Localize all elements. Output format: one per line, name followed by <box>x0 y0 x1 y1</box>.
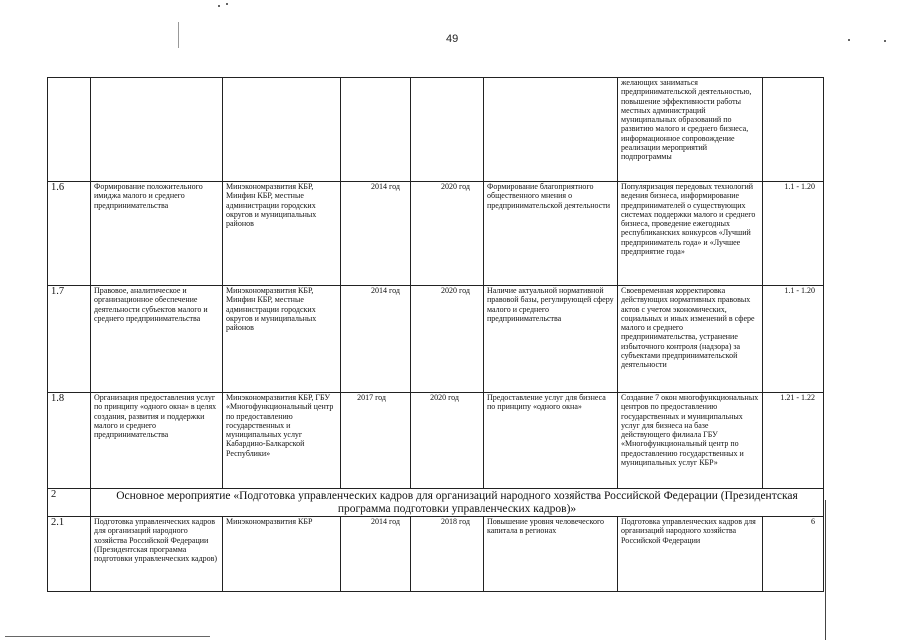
scan-margin-line <box>178 22 179 48</box>
row-number: 1.8 <box>48 393 91 489</box>
indicator-link: 1.1 - 1.20 <box>763 182 824 286</box>
table-row <box>48 78 824 182</box>
indicator-link: 1.1 - 1.20 <box>763 286 824 393</box>
section-title: Основное мероприятие «Подготовка управленческих кадров для организаций народного хозяйства Российской Федерации (Президентская программа подготовки управленческих кадров)» <box>91 489 824 517</box>
row-number: 2.1 <box>48 517 91 592</box>
scan-speck <box>884 40 886 42</box>
executor: Минэкономразвития КБР, Минфин КБР, местные администрации городских округов и муниципальных районов <box>223 182 341 286</box>
row-number <box>48 78 91 182</box>
activity-name <box>91 78 223 182</box>
row-number: 1.6 <box>48 182 91 286</box>
table-row <box>48 182 824 286</box>
executor: Минэкономразвития КБР, ГБУ «Многофункциональный центр по предоставлению государственных и муниципальных услуг Кабардино-Балкарской Республики» <box>223 393 341 489</box>
activity-table <box>47 77 824 592</box>
implementation-text: желающих заниматься предпринимательской деятельностью, повышение эффективности работы местных администраций муниципальных образований по развитию малого и среднего бизнеса, информационное сопровождение реализации мероприятий подпрограммы <box>618 78 763 182</box>
start-year: 2014 год <box>341 517 411 592</box>
end-year: 2020 год <box>411 393 484 489</box>
direct-result <box>484 78 618 182</box>
table-row <box>48 393 824 489</box>
direct-result: Формирование благоприятного общественного мнения о предпринимательской деятельности <box>484 182 618 286</box>
page-number: 49 <box>446 33 459 45</box>
start-year: 2017 год <box>341 393 411 489</box>
implementation-text: Создание 7 окон многофункциональных центров по предоставлению государственных и муниципальных услуг для бизнеса на базе действующего филиала ГБУ «Многофункциональный центр по предоставлению государственных и муниципальных услуг КБР» <box>618 393 763 489</box>
implementation-text: Популяризация передовых технологий ведения бизнеса, информирование предпринимателей о существующих системах поддержки малого и среднего бизнеса, проведение ежегодных республиканских конкурсов «Лучший предприниматель года» и «Лучшее предприятие года» <box>618 182 763 286</box>
table-row <box>48 517 824 592</box>
end-year: 2020 год <box>411 182 484 286</box>
table-row <box>48 286 824 393</box>
executor <box>223 78 341 182</box>
executor: Минэкономразвития КБР, Минфин КБР, местные администрации городских округов и муниципальных районов <box>223 286 341 393</box>
row-number: 1.7 <box>48 286 91 393</box>
activity-name: Организация предоставления услуг по принципу «одного окна» в целях создания, развития и поддержки малого и среднего предпринимательства <box>91 393 223 489</box>
scan-margin-line <box>825 500 826 640</box>
section-row <box>48 489 824 517</box>
direct-result: Предоставление услуг для бизнеса по принципу «одного окна» <box>484 393 618 489</box>
activity-name: Формирование положительного имиджа малого и среднего предпринимательства <box>91 182 223 286</box>
start-year: 2014 год <box>341 286 411 393</box>
direct-result: Наличие актуальной нормативной правовой базы, регулирующей сферу малого и среднего предпринимательства <box>484 286 618 393</box>
end-year: 2018 год <box>411 517 484 592</box>
start-year: 2014 год <box>341 182 411 286</box>
scan-margin-line <box>5 636 210 637</box>
implementation-text: Своевременная корректировка действующих нормативных правовых актов с учетом экономических, социальных и иных изменений в сфере малого и среднего предпринимательства, устранение избыточного контроля (надзора) за субъектами предпринимательской деятельности <box>618 286 763 393</box>
indicator-link: 1.21 - 1.22 <box>763 393 824 489</box>
section-number: 2 <box>48 489 91 517</box>
direct-result: Повышение уровня человеческого капитала в регионах <box>484 517 618 592</box>
activity-name: Подготовка управленческих кадров для организаций народного хозяйства Российской Федерации (Президентская программа подготовки управленческих кадров) <box>91 517 223 592</box>
end-year: 2020 год <box>411 286 484 393</box>
indicator-link <box>763 78 824 182</box>
implementation-text: Подготовка управленческих кадров для организаций народного хозяйства Российской Федерации <box>618 517 763 592</box>
scan-speck <box>226 3 228 5</box>
executor: Минэкономразвития КБР <box>223 517 341 592</box>
scan-speck <box>848 39 850 41</box>
activity-name: Правовое, аналитическое и организационное обеспечение деятельности субъектов малого и среднего предпринимательства <box>91 286 223 393</box>
scan-speck <box>218 5 220 7</box>
start-year <box>341 78 411 182</box>
indicator-link: 6 <box>763 517 824 592</box>
end-year <box>411 78 484 182</box>
